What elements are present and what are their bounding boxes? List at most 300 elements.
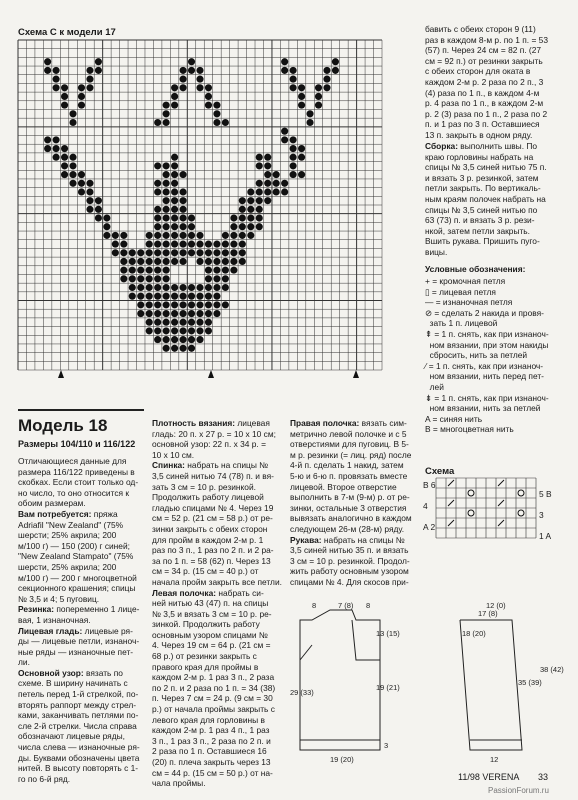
stitch-dot [129,284,136,291]
stitch-dot [180,171,187,178]
stitch-dot [196,293,203,300]
schema-label: 17 (8) [478,609,498,618]
text-line: 3,5 синей нитью 74 (78) п. и вя- [152,470,274,481]
stitch-dot [146,310,153,317]
text-line: 4. Через 19 см = 64 р. (21 см = [152,640,271,651]
knitting-chart-c [18,40,384,376]
stitch-dot [154,249,161,256]
stitch-dot [256,197,263,204]
text-line: Вам потребуется: пряжа [18,508,118,519]
stitch-dot [222,119,229,126]
stitch-dot [171,206,178,213]
schema-label: 12 (0) [486,601,506,610]
schema-label: 38 (42) [540,665,564,674]
text-line: ками, заканчивать петлями по- [18,710,139,721]
stitch-dot [180,336,187,343]
text-line: B = многоцветная нить [425,424,514,435]
stitch-dot [196,67,203,74]
stitch-dot [239,197,246,204]
stitch-dot [95,58,102,65]
stitch-dot [163,293,170,300]
text-line: с обеих сторон для оката в [425,66,531,77]
stitch-dot [163,241,170,248]
text-line: петель перед 1-й стрелкой, по- [18,689,139,700]
stitch-dot [154,275,161,282]
schema-label: 8 [312,601,317,610]
stitch-dot [61,145,68,152]
stitch-dot [53,76,60,83]
stitch-dot [69,119,76,126]
stitch-dot [256,154,263,161]
stitch-dot [163,110,170,117]
legend-title: Условные обозначения: [425,264,526,274]
stitch-dot [112,249,119,256]
text-line: зать 3 см = 10 р. резинкой. [152,481,256,492]
stitch-dot [222,249,229,256]
text-line: — = изнаночная петля [425,297,513,308]
watermark: PassionForum.ru [488,786,549,795]
stitch-dot [290,67,297,74]
stitch-dot [154,327,161,334]
text-line: Отличающиеся данные для [18,456,127,466]
stitch-dot [264,197,271,204]
stitch-dot [188,249,195,256]
stitch-dot [137,293,144,300]
stitch-dot [247,206,254,213]
stitch-dot [205,327,212,334]
stitch-dot [69,180,76,187]
text-line: гладь: 20 п. х 27 р. = 10 х 10 см; [152,428,276,439]
stitch-dot [188,310,195,317]
stitch-dot [188,284,195,291]
stitch-dot [180,310,187,317]
stitch-dot [281,67,288,74]
text-line: лей [425,381,444,392]
stitch-dot [222,258,229,265]
stitch-dot [290,136,297,143]
stitch-symbol [518,510,524,516]
text-line: и вязать 3 р. резинкой, затем [425,172,539,183]
stitch-dot [154,293,161,300]
stitch-dot [180,345,187,352]
text-line: р. 2 (3) раза по 1 п., 2 раза по 2 [425,108,548,119]
text-line: 63 (73) п. и вязать 3 р. рези- [425,215,535,226]
stitch-dot [273,180,280,187]
stitch-dot [78,84,85,91]
text-line: A = синяя нить [425,413,483,424]
text-line: выполнить в 7-м (9-м) р. от ре- [290,492,410,503]
stitch-dot [196,319,203,326]
stitch-dot [239,214,246,221]
stitch-dot [137,275,144,282]
stitch-dot [256,206,263,213]
text-line: Спинка: набрать на спицы № [152,460,269,471]
stitch-dot [205,241,212,248]
text-line: 3 см = 10 р. резинкой. Продол- [290,555,410,566]
back-outline [300,610,380,750]
stitch-dot [86,188,93,195]
text-line: ды. Буквами обозначены цвета [18,752,140,763]
stitch-dot [163,119,170,126]
stitch-dot [205,275,212,282]
text-line: вая, 1 изнаночная. [18,614,91,625]
stitch-dot [188,345,195,352]
stitch-dot [323,84,330,91]
stitch-dot [137,284,144,291]
schema-label: 8 [366,601,371,610]
stitch-dot [290,154,297,161]
stitch-dot [61,84,68,91]
text-line: шерсти, 25% акрила; 200 [18,561,117,572]
stitch-dot [137,301,144,308]
stitch-dot [281,188,288,195]
stitch-dot [78,188,85,195]
text-line: "New Zealand Stampato" (75% [18,551,134,562]
stitch-dot [171,319,178,326]
stitch-dot [154,301,161,308]
stitch-dot [163,162,170,169]
stitch-dot [298,102,305,109]
stitch-dot [180,249,187,256]
stitch-dot [230,249,237,256]
stitch-dot [323,76,330,83]
text-line: нкой, затем петли закрыть. [425,225,530,236]
stitch-dot [171,345,178,352]
stitch-dot [69,154,76,161]
stitch-symbol [468,510,474,516]
stitch-dot [213,267,220,274]
stitch-dot [171,232,178,239]
stitch-dot [180,232,187,239]
stitch-symbol [448,520,454,526]
stitch-dot [205,249,212,256]
stitch-dot [332,58,339,65]
stitch-dot [281,128,288,135]
stitch-dot [205,258,212,265]
stitch-dot [137,249,144,256]
row-label: A 2 [423,522,436,532]
stitch-dot [239,241,246,248]
stitch-dot [154,310,161,317]
text-line: зинкой. Продолжить работу [152,619,260,630]
stitch-dot [163,301,170,308]
stitch-dot [213,301,220,308]
repeat-arrow [353,370,359,378]
text-line: но число, то оно относится к [18,487,130,498]
text-line: ▯ = лицевая петля [425,286,496,297]
stitch-dot [247,188,254,195]
stitch-dot [163,188,170,195]
stitch-dot [129,249,136,256]
stitch-dot [196,301,203,308]
stitch-dot [196,241,203,248]
stitch-dot [188,319,195,326]
stitch-dot [247,232,254,239]
stitch-dot [163,327,170,334]
stitch-dot [163,223,170,230]
text-line: правого края для проймы в [152,661,259,672]
stitch-dot [171,197,178,204]
stitch-dot [103,223,110,230]
stitch-dot [180,197,187,204]
stitch-dot [61,102,68,109]
stitch-dot [196,258,203,265]
text-line: ⇞ = 1 п. снять, как при изнаноч- [425,328,549,339]
stitch-dot [163,275,170,282]
text-line: 4-й п. сделать 1 накид, затем [290,460,404,471]
stitch-dot [180,293,187,300]
stitch-dot [230,241,237,248]
stitch-dot [196,84,203,91]
stitch-dot [78,171,85,178]
stitch-dot [61,93,68,100]
stitch-dot [171,327,178,334]
stitch-dot [154,336,161,343]
schema-label: 19 (20) [330,755,354,764]
stitch-dot [69,171,76,178]
text-line: числа слева — изнаночные ря- [18,742,140,753]
text-line: Рукава: набрать на спицы № [290,534,405,545]
stitch-dot [171,102,178,109]
stitch-dot [256,223,263,230]
stitch-dot [146,284,153,291]
stitch-dot [213,249,220,256]
stitch-dot [264,171,271,178]
sleeve-outline [460,620,522,750]
stitch-dot [180,319,187,326]
text-line: секционного крашения; спицы [18,583,136,594]
schema-label: 7 (8) [338,601,354,610]
schema-label: 19 (21) [376,683,400,692]
stitch-dot [163,336,170,343]
stitch-dot [146,319,153,326]
stitch-dot [120,267,127,274]
text-line: спицы № 3,5 синей нитью по [425,204,538,215]
stitch-dot [163,310,170,317]
text-line: гладью спицами № 4. Через 19 [152,502,274,513]
stitch-dot [205,319,212,326]
text-line: спицы № 3,5 синей нитью 75 п. [425,162,547,173]
text-line: левого края для горловины в [152,714,265,725]
stitch-dot [154,162,161,169]
text-line: 10 х 10 см. [152,449,195,460]
stitch-dot [188,293,195,300]
stitch-dot [188,232,195,239]
stitch-dot [298,93,305,100]
stitch-dot [154,232,161,239]
stitch-dot [298,154,305,161]
model-title: Модель 18 [18,416,108,435]
stitch-dot [247,223,254,230]
stitch-dot [163,267,170,274]
text-line: каждом 2-м р. 2 раза по 2 п., 3 [425,76,544,87]
stitch-dot [163,345,170,352]
stitch-dot [205,284,212,291]
stitch-dot [44,58,51,65]
text-line: ным краям полочек набрать на [425,193,546,204]
stitch-dot [171,223,178,230]
stitch-dot [230,223,237,230]
stitch-dot [44,136,51,143]
schema-label: 35 (39) [518,678,542,687]
text-line: отверстиями для пуговиц. В 5- [290,439,409,450]
stitch-dot [188,241,195,248]
text-line: нитей. В высоту повторять с 1- [18,763,139,774]
stitch-dot [163,102,170,109]
stitch-dot [163,206,170,213]
stitch-dot [171,93,178,100]
stitch-dot [69,110,76,117]
stitch-dot [180,327,187,334]
text-line: см = 92 п.) от резинки закрыть [425,55,543,66]
stitch-dot [146,232,153,239]
text-line: краю горловины набрать на [425,151,534,162]
stitch-dot [247,197,254,204]
stitch-dot [239,258,246,265]
row-label: B 6 [423,480,436,490]
stitch-dot [171,171,178,178]
text-line: бавить с обеих сторон 9 (11) [425,24,536,34]
stitch-dot [281,136,288,143]
text-line: м р. резинки (= лиц. ряд) после [290,449,412,460]
stitch-dot [78,180,85,187]
text-line: ⇟ = 1 п. снять, как при изнаноч- [425,392,549,403]
stitch-dot [323,67,330,74]
stitch-dot [78,93,85,100]
page-number: 33 [538,772,549,782]
stitch-dot [180,188,187,195]
text-line: основным узором спицами № [152,629,268,640]
text-line: р.) от начала проймы закрыть с [152,704,275,715]
text-line: Вшить рукава. Пришить пуго- [425,236,540,247]
text-line: ном вязании, при этом накиды [425,339,549,350]
stitch-dot [298,145,305,152]
stitch-dot [315,102,322,109]
stitch-dot [230,258,237,265]
stitch-symbol [448,480,454,486]
stitch-dot [239,232,246,239]
section-divider [18,409,144,411]
stitch-dot [213,110,220,117]
stitch-dot [129,267,136,274]
stitch-dot [95,214,102,221]
text-line: по 2 п. и 2 раза по 1 п. = 34 (38) [152,682,276,693]
stitch-dot [264,180,271,187]
text-line: каждом 2-м р. 1 раз 4 п., 1 раз [152,725,270,736]
stitch-dot [163,258,170,265]
stitch-dot [281,58,288,65]
text-line: 5-ю и 6-ю п. провязать вместе [290,470,408,481]
text-line: № 3,5 и вязать 3 см = 10 р. ре- [152,608,272,619]
text-line: см = 44 р. (15 см = 50 р.) от на- [152,767,273,778]
stitch-dot [205,301,212,308]
stitch-dot [154,319,161,326]
stitch-dot [154,258,161,265]
stitch-dot [120,232,127,239]
stitch-dot [171,162,178,169]
stitch-dot [171,241,178,248]
schema-label: 18 (20) [462,629,486,638]
small-knitting-chart [436,478,536,542]
stitch-dot [163,171,170,178]
stitch-dot [53,145,60,152]
stitch-dot [137,310,144,317]
text-line: скобках. Если стоит только од- [18,477,139,488]
text-line: жить работу основным узором [290,566,409,577]
stitch-dot [154,223,161,230]
stitch-dot [180,284,187,291]
text-line: спицами № 4. Для скосов при- [290,576,409,587]
legend-list [425,276,549,435]
text-line: ные ряды — изнаночные пет- [18,646,134,657]
stitch-dot [86,67,93,74]
stitch-dot [306,119,313,126]
stitch-dot [205,93,212,100]
text-line: Продолжить работу лицевой [152,492,264,503]
text-line: Резинка: попеременно 1 лице- [18,604,140,615]
text-line: + = кромочная петля [425,276,506,286]
text-line: Сборка: выполнить швы. По [425,141,538,151]
stitch-dot [213,241,220,248]
text-line: зинки, остальные 3 отверстия [290,502,407,513]
text-line: м/100 г) — 150 (200) г синей; [18,540,130,551]
small-chart-left-labels [423,480,436,543]
stitch-dot [256,162,263,169]
stitch-dot [196,310,203,317]
stitch-dot [95,206,102,213]
stitch-dot [171,188,178,195]
stitch-dot [69,162,76,169]
stitch-dot [129,258,136,265]
text-line: ном вязании, нить за петлей [425,403,541,414]
stitch-dot [86,197,93,204]
text-line: м/100 г) — 200 г многоцветной [18,572,137,583]
repeat-arrow [208,370,214,378]
stitch-dot [247,214,254,221]
stitch-dot [196,76,203,83]
stitch-dot [171,84,178,91]
stitch-dot [154,214,161,221]
text-line: ⊘ = сделать 2 накида и провя- [425,307,544,318]
stitch-dot [222,267,229,274]
stitch-dot [222,232,229,239]
stitch-dot [137,267,144,274]
sleeve-text [425,24,548,141]
stitch-dot [290,145,297,152]
stitch-dot [146,249,153,256]
stitch-dot [188,327,195,334]
stitch-dot [180,214,187,221]
stitch-dot [281,180,288,187]
stitch-dot [103,232,110,239]
stitch-dot [78,102,85,109]
stitch-dot [205,267,212,274]
text-line: начала пройм закрыть все петли. [152,576,282,587]
stitch-dot [273,188,280,195]
text-line: го по 6-й ряд. [18,773,71,784]
stitch-dot [95,67,102,74]
text-line: ном вязании, нить перед пет- [425,371,544,382]
stitch-dot [205,293,212,300]
stitch-dot [180,241,187,248]
garment-schematic [290,600,564,770]
stitch-dot [163,197,170,204]
stitch-dot [146,301,153,308]
stitch-dot [315,84,322,91]
stitch-dot [53,67,60,74]
text-line: Лицевая гладь: лицевые ря- [18,625,133,636]
stitch-dot [163,214,170,221]
